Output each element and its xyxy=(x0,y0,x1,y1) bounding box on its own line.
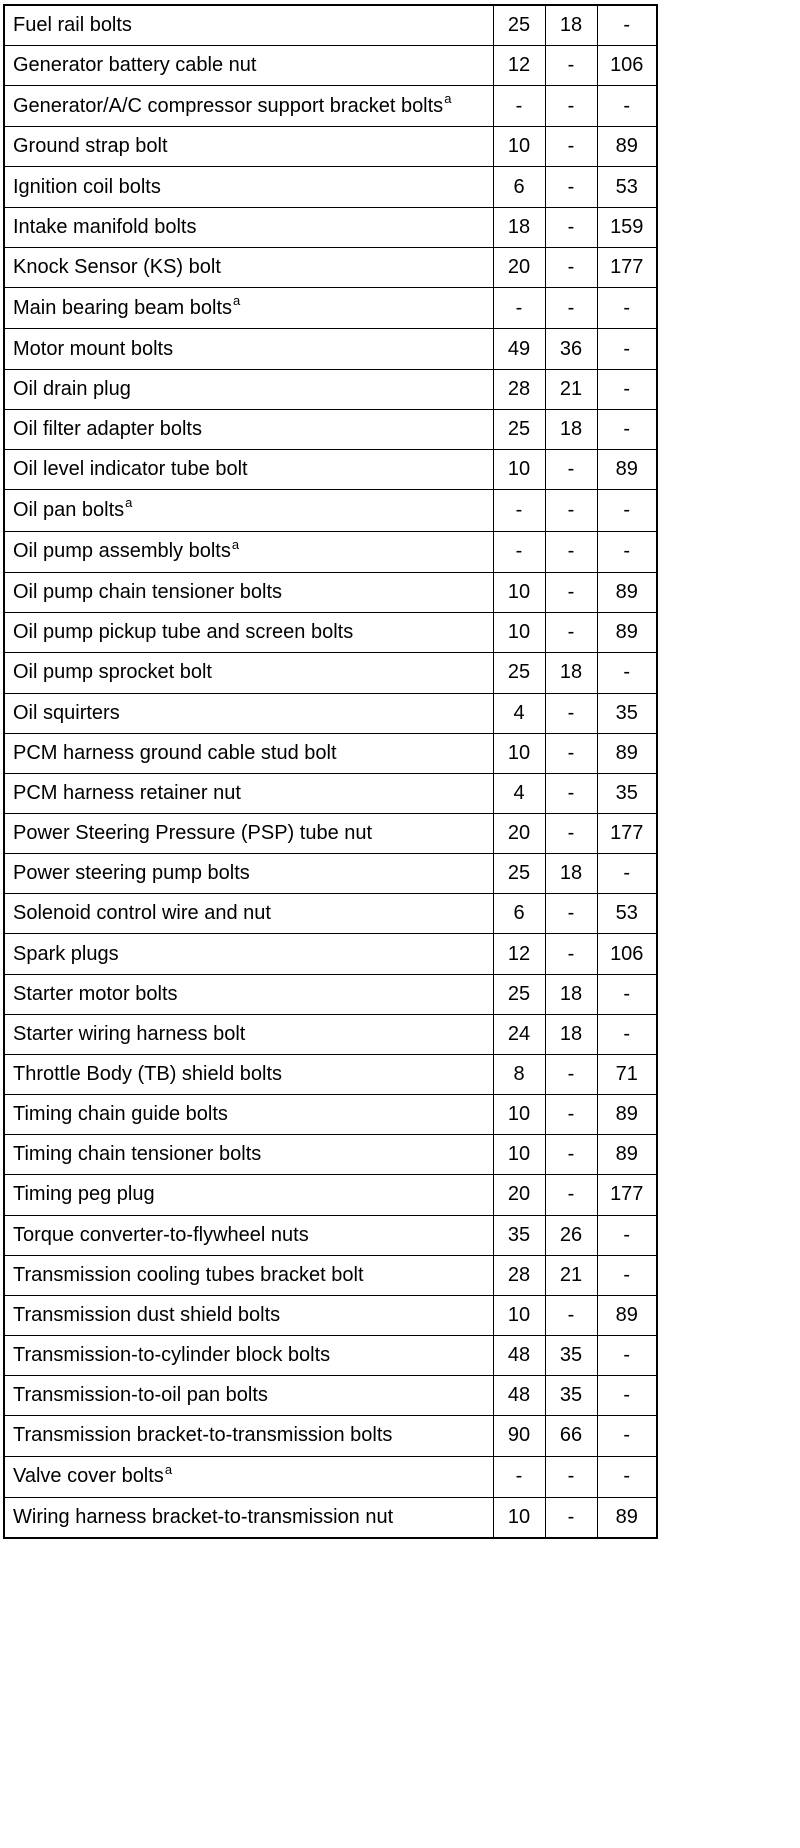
torque-lbin-value: 71 xyxy=(597,1054,657,1094)
table-row xyxy=(4,573,657,613)
torque-lbin-value: - xyxy=(597,85,657,127)
torque-lbin-value: 106 xyxy=(597,934,657,974)
fastener-description-cell xyxy=(4,1054,493,1094)
torque-spec-table-body xyxy=(4,5,657,1538)
fastener-description-cell xyxy=(4,1135,493,1175)
torque-lbin-value: - xyxy=(597,1014,657,1054)
table-row xyxy=(4,85,657,127)
fastener-description: Wiring harness bracket-to-transmission nut xyxy=(13,1505,394,1528)
table-row xyxy=(4,1014,657,1054)
torque-lbft-value: - xyxy=(545,773,597,813)
table-row xyxy=(4,45,657,85)
torque-nm-value: 10 xyxy=(493,733,545,773)
fastener-description-cell xyxy=(4,1376,493,1416)
torque-nm-value: 10 xyxy=(493,573,545,613)
fastener-description: Power Steering Pressure (PSP) tube nut xyxy=(13,822,373,845)
table-row xyxy=(4,490,657,532)
torque-lbin-value: - xyxy=(597,1255,657,1295)
fastener-description: Oil filter adapter bolts xyxy=(13,417,202,440)
torque-lbin-value: 89 xyxy=(597,1498,657,1538)
fastener-description-cell xyxy=(4,653,493,693)
torque-nm-value: 10 xyxy=(493,1295,545,1335)
table-row xyxy=(4,409,657,449)
table-row xyxy=(4,653,657,693)
torque-lbin-value: 89 xyxy=(597,449,657,489)
torque-nm-value: 10 xyxy=(493,1095,545,1135)
fastener-description: Oil pump assembly bolts xyxy=(13,540,231,563)
torque-lbft-value: - xyxy=(545,287,597,329)
fastener-description: Starter motor bolts xyxy=(13,982,178,1005)
footnote-marker: a xyxy=(231,536,240,552)
fastener-description-cell xyxy=(4,1175,493,1215)
torque-lbft-value: - xyxy=(545,894,597,934)
torque-nm-value: 25 xyxy=(493,5,545,45)
table-row xyxy=(4,287,657,329)
table-row xyxy=(4,247,657,287)
torque-lbft-value: 21 xyxy=(545,1255,597,1295)
table-row xyxy=(4,733,657,773)
table-row xyxy=(4,1135,657,1175)
table-row xyxy=(4,167,657,207)
torque-lbin-value: - xyxy=(597,5,657,45)
footnote-marker: a xyxy=(164,1461,173,1477)
fastener-description: Motor mount bolts xyxy=(13,337,174,360)
torque-nm-value: 10 xyxy=(493,613,545,653)
torque-lbin-value: - xyxy=(597,490,657,532)
torque-nm-value: 6 xyxy=(493,894,545,934)
fastener-description: Oil level indicator tube bolt xyxy=(13,457,248,480)
fastener-description: Timing chain guide bolts xyxy=(13,1103,228,1126)
torque-lbin-value: - xyxy=(597,974,657,1014)
fastener-description-cell xyxy=(4,329,493,369)
torque-lbin-value: 177 xyxy=(597,1175,657,1215)
table-row xyxy=(4,1498,657,1538)
table-row xyxy=(4,1456,657,1498)
torque-nm-value: - xyxy=(493,490,545,532)
torque-lbft-value: - xyxy=(545,613,597,653)
torque-lbft-value: - xyxy=(545,127,597,167)
fastener-description-cell xyxy=(4,814,493,854)
torque-lbin-value: - xyxy=(597,1376,657,1416)
fastener-description: Starter wiring harness bolt xyxy=(13,1022,246,1045)
torque-lbft-value: 18 xyxy=(545,409,597,449)
table-row xyxy=(4,1175,657,1215)
torque-nm-value: - xyxy=(493,1456,545,1498)
torque-nm-value: 25 xyxy=(493,974,545,1014)
fastener-description-cell xyxy=(4,531,493,573)
table-row xyxy=(4,1255,657,1295)
fastener-description-cell xyxy=(4,733,493,773)
table-row xyxy=(4,1054,657,1094)
fastener-description-cell xyxy=(4,409,493,449)
fastener-description: Throttle Body (TB) shield bolts xyxy=(13,1063,282,1086)
table-row xyxy=(4,854,657,894)
torque-nm-value: 4 xyxy=(493,693,545,733)
fastener-description: Transmission dust shield bolts xyxy=(13,1303,281,1326)
fastener-description: PCM harness retainer nut xyxy=(13,781,241,804)
torque-nm-value: 10 xyxy=(493,1498,545,1538)
fastener-description-cell xyxy=(4,934,493,974)
fastener-description: Solenoid control wire and nut xyxy=(13,902,271,925)
torque-lbft-value: 18 xyxy=(545,854,597,894)
fastener-description-cell xyxy=(4,207,493,247)
fastener-description-cell xyxy=(4,167,493,207)
torque-lbft-value: - xyxy=(545,1095,597,1135)
torque-lbin-value: - xyxy=(597,329,657,369)
torque-nm-value: 20 xyxy=(493,247,545,287)
fastener-description: Spark plugs xyxy=(13,942,119,965)
fastener-description: Timing peg plug xyxy=(13,1183,155,1206)
torque-nm-value: 28 xyxy=(493,1255,545,1295)
fastener-description-cell xyxy=(4,247,493,287)
table-row xyxy=(4,1295,657,1335)
fastener-description-cell xyxy=(4,1215,493,1255)
fastener-description-cell xyxy=(4,45,493,85)
torque-nm-value: 18 xyxy=(493,207,545,247)
torque-spec-table-container xyxy=(3,4,658,1539)
fastener-description-cell xyxy=(4,974,493,1014)
torque-lbft-value: - xyxy=(545,45,597,85)
table-row xyxy=(4,127,657,167)
torque-lbft-value: - xyxy=(545,247,597,287)
torque-lbft-value: - xyxy=(545,490,597,532)
fastener-description: Ignition coil bolts xyxy=(13,175,161,198)
torque-lbin-value: - xyxy=(597,409,657,449)
torque-lbin-value: 89 xyxy=(597,1295,657,1335)
fastener-description: PCM harness ground cable stud bolt xyxy=(13,741,337,764)
torque-lbin-value: 89 xyxy=(597,127,657,167)
torque-lbft-value: - xyxy=(545,1295,597,1335)
torque-lbin-value: - xyxy=(597,1416,657,1456)
fastener-description-cell xyxy=(4,573,493,613)
torque-lbin-value: 53 xyxy=(597,167,657,207)
torque-nm-value: 20 xyxy=(493,814,545,854)
torque-lbin-value: - xyxy=(597,287,657,329)
fastener-description-cell xyxy=(4,894,493,934)
torque-nm-value: 25 xyxy=(493,409,545,449)
table-row xyxy=(4,531,657,573)
torque-nm-value: 12 xyxy=(493,934,545,974)
fastener-description: Intake manifold bolts xyxy=(13,215,197,238)
torque-nm-value: 28 xyxy=(493,369,545,409)
torque-lbin-value: 89 xyxy=(597,573,657,613)
fastener-description: Oil pump chain tensioner bolts xyxy=(13,581,283,604)
table-row xyxy=(4,329,657,369)
torque-lbin-value: 89 xyxy=(597,1095,657,1135)
torque-nm-value: - xyxy=(493,531,545,573)
torque-lbft-value: - xyxy=(545,814,597,854)
torque-lbin-value: 89 xyxy=(597,1135,657,1175)
fastener-description: Oil pan bolts xyxy=(13,498,125,521)
table-row xyxy=(4,894,657,934)
torque-nm-value: 48 xyxy=(493,1336,545,1376)
table-row xyxy=(4,207,657,247)
fastener-description-cell xyxy=(4,369,493,409)
torque-nm-value: 10 xyxy=(493,449,545,489)
table-row xyxy=(4,974,657,1014)
torque-lbft-value: - xyxy=(545,1175,597,1215)
torque-lbin-value: 35 xyxy=(597,693,657,733)
torque-lbft-value: - xyxy=(545,85,597,127)
torque-lbft-value: 21 xyxy=(545,369,597,409)
fastener-description: Transmission cooling tubes bracket bolt xyxy=(13,1263,364,1286)
torque-lbin-value: - xyxy=(597,1456,657,1498)
fastener-description: Valve cover bolts xyxy=(13,1465,164,1488)
fastener-description-cell xyxy=(4,1295,493,1335)
table-row xyxy=(4,934,657,974)
fastener-description-cell xyxy=(4,490,493,532)
torque-lbft-value: 18 xyxy=(545,5,597,45)
torque-nm-value: 10 xyxy=(493,1135,545,1175)
torque-nm-value: - xyxy=(493,287,545,329)
table-row xyxy=(4,1095,657,1135)
torque-nm-value: - xyxy=(493,85,545,127)
torque-lbin-value: 106 xyxy=(597,45,657,85)
torque-lbin-value: 177 xyxy=(597,814,657,854)
fastener-description-cell xyxy=(4,773,493,813)
fastener-description-cell xyxy=(4,613,493,653)
footnote-marker: a xyxy=(125,495,133,511)
footnote-marker: a xyxy=(444,90,452,106)
torque-lbin-value: - xyxy=(597,1215,657,1255)
torque-lbft-value: - xyxy=(545,1135,597,1175)
torque-lbft-value: 36 xyxy=(545,329,597,369)
torque-lbin-value: - xyxy=(597,653,657,693)
table-row xyxy=(4,693,657,733)
torque-lbft-value: - xyxy=(545,167,597,207)
torque-lbft-value: - xyxy=(545,1498,597,1538)
torque-lbft-value: 35 xyxy=(545,1376,597,1416)
fastener-description: Generator battery cable nut xyxy=(13,53,257,76)
fastener-description-cell xyxy=(4,127,493,167)
fastener-description-cell xyxy=(4,1095,493,1135)
torque-lbft-value: 18 xyxy=(545,653,597,693)
table-row xyxy=(4,369,657,409)
footnote-marker: a xyxy=(233,293,241,309)
torque-spec-table xyxy=(3,4,658,1539)
torque-nm-value: 90 xyxy=(493,1416,545,1456)
fastener-description: Oil squirters xyxy=(13,701,120,724)
torque-lbin-value: - xyxy=(597,854,657,894)
torque-nm-value: 8 xyxy=(493,1054,545,1094)
torque-lbft-value: - xyxy=(545,1456,597,1498)
table-row xyxy=(4,613,657,653)
fastener-description: Knock Sensor (KS) bolt xyxy=(13,255,221,278)
fastener-description: Power steering pump bolts xyxy=(13,862,250,885)
torque-lbin-value: - xyxy=(597,1336,657,1376)
fastener-description: Main bearing beam bolts xyxy=(13,296,233,319)
table-row xyxy=(4,449,657,489)
fastener-description: Timing chain tensioner bolts xyxy=(13,1143,262,1166)
fastener-description-cell xyxy=(4,5,493,45)
torque-lbft-value: 66 xyxy=(545,1416,597,1456)
torque-lbin-value: 53 xyxy=(597,894,657,934)
torque-lbft-value: - xyxy=(545,573,597,613)
table-row xyxy=(4,1376,657,1416)
torque-nm-value: 20 xyxy=(493,1175,545,1215)
fastener-description: Oil pump sprocket bolt xyxy=(13,661,212,684)
torque-nm-value: 12 xyxy=(493,45,545,85)
torque-lbin-value: 35 xyxy=(597,773,657,813)
torque-lbin-value: - xyxy=(597,369,657,409)
table-row xyxy=(4,5,657,45)
fastener-description-cell xyxy=(4,449,493,489)
torque-nm-value: 48 xyxy=(493,1376,545,1416)
torque-lbft-value: 35 xyxy=(545,1336,597,1376)
torque-nm-value: 6 xyxy=(493,167,545,207)
torque-nm-value: 49 xyxy=(493,329,545,369)
torque-nm-value: 35 xyxy=(493,1215,545,1255)
table-row xyxy=(4,1336,657,1376)
torque-nm-value: 25 xyxy=(493,653,545,693)
torque-lbft-value: - xyxy=(545,1054,597,1094)
torque-lbft-value: 18 xyxy=(545,1014,597,1054)
fastener-description: Oil pump pickup tube and screen bolts xyxy=(13,621,354,644)
torque-lbft-value: - xyxy=(545,449,597,489)
fastener-description: Fuel rail bolts xyxy=(13,13,132,36)
fastener-description: Transmission-to-oil pan bolts xyxy=(13,1384,268,1407)
torque-lbft-value: - xyxy=(545,693,597,733)
torque-lbft-value: - xyxy=(545,934,597,974)
torque-lbin-value: 89 xyxy=(597,733,657,773)
torque-lbft-value: - xyxy=(545,531,597,573)
fastener-description: Torque converter-to-flywheel nuts xyxy=(13,1223,309,1246)
torque-lbft-value: - xyxy=(545,733,597,773)
fastener-description-cell xyxy=(4,287,493,329)
torque-nm-value: 10 xyxy=(493,127,545,167)
fastener-description-cell xyxy=(4,693,493,733)
fastener-description-cell xyxy=(4,1456,493,1498)
fastener-description: Transmission bracket-to-transmission bolts xyxy=(13,1424,393,1447)
torque-nm-value: 25 xyxy=(493,854,545,894)
table-row xyxy=(4,814,657,854)
fastener-description-cell xyxy=(4,1336,493,1376)
table-row xyxy=(4,1215,657,1255)
torque-lbin-value: 177 xyxy=(597,247,657,287)
torque-nm-value: 24 xyxy=(493,1014,545,1054)
fastener-description: Oil drain plug xyxy=(13,377,131,400)
torque-lbin-value: - xyxy=(597,531,657,573)
fastener-description: Ground strap bolt xyxy=(13,135,168,158)
table-row xyxy=(4,1416,657,1456)
fastener-description-cell xyxy=(4,85,493,127)
torque-lbin-value: 159 xyxy=(597,207,657,247)
table-row xyxy=(4,773,657,813)
torque-lbft-value: 26 xyxy=(545,1215,597,1255)
fastener-description-cell xyxy=(4,1416,493,1456)
torque-nm-value: 4 xyxy=(493,773,545,813)
fastener-description-cell xyxy=(4,854,493,894)
torque-lbft-value: - xyxy=(545,207,597,247)
fastener-description-cell xyxy=(4,1498,493,1538)
fastener-description: Generator/A/C compressor support bracket bolts xyxy=(13,94,444,117)
fastener-description-cell xyxy=(4,1255,493,1295)
torque-lbin-value: 89 xyxy=(597,613,657,653)
fastener-description: Transmission-to-cylinder block bolts xyxy=(13,1344,331,1367)
fastener-description-cell xyxy=(4,1014,493,1054)
torque-lbft-value: 18 xyxy=(545,974,597,1014)
